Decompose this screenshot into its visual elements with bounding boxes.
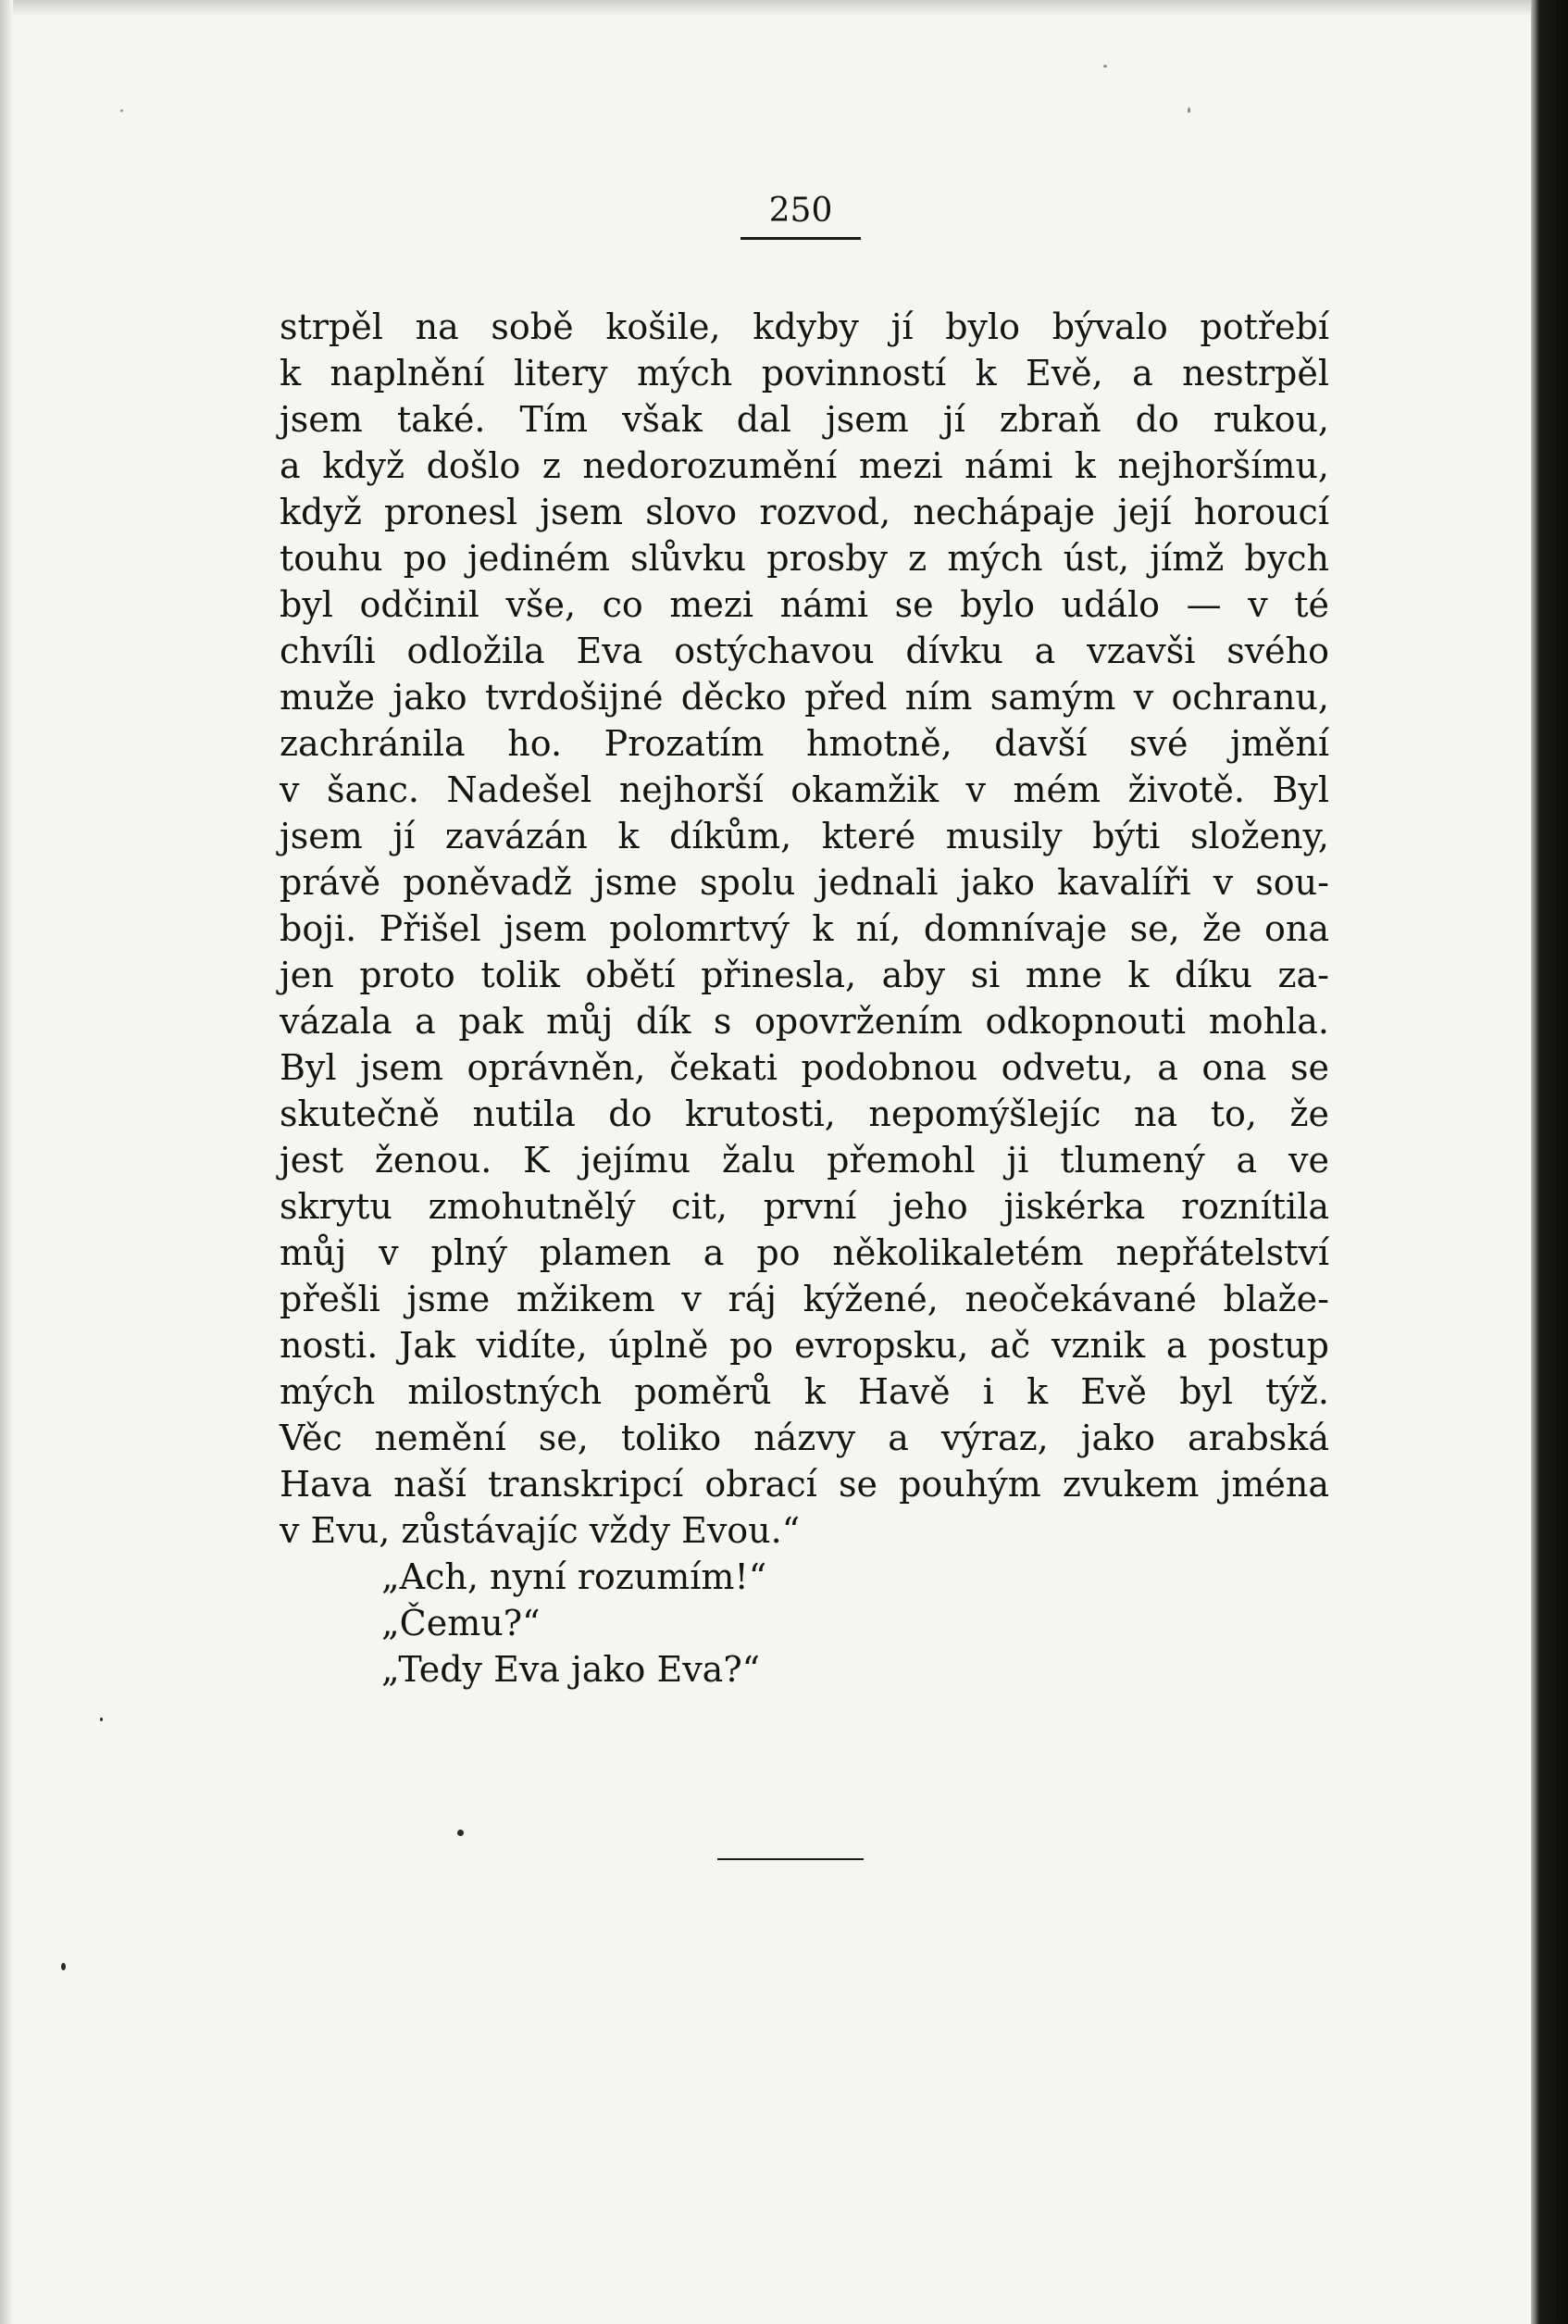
text-line: k naplnění litery mých povinností k Evě, a nestrpěl xyxy=(280,353,1329,394)
text-line: byl odčinil vše, co mezi námi se bylo událo — v té xyxy=(280,584,1329,625)
text-line: když pronesl jsem slovo rozvod, nechápaje její horoucí xyxy=(280,492,1329,532)
text-line: Věc nemění se, toliko názvy a výraz, jako arabská xyxy=(280,1418,1329,1458)
text-line: a když došlo z nedorozumění mezi námi k nejhoršímu, xyxy=(280,445,1329,486)
ink-speck xyxy=(120,109,123,112)
text-line: přešli jsme mžikem v ráj kýžené, neočekávané blaže- xyxy=(280,1279,1329,1319)
dialog-line: „Ach, nyní rozumím!“ xyxy=(381,1556,767,1597)
text-line: jest ženou. K jejímu žalu přemohl ji tlumený a ve xyxy=(280,1140,1329,1181)
ink-speck xyxy=(100,1718,103,1721)
section-end-rule xyxy=(717,1858,864,1860)
dialog-line: „Tedy Eva jako Eva?“ xyxy=(381,1649,761,1690)
body-text xyxy=(280,304,1329,1693)
text-line: mých milostných poměrů k Havě i k Evě byl týž. xyxy=(280,1371,1329,1412)
ink-speck xyxy=(61,1963,66,1970)
text-line: jsem jí zavázán k díkům, které musily býti složeny, xyxy=(280,816,1329,856)
page-number-rule xyxy=(740,237,861,240)
text-line: zachránila ho. Prozatím hmotně, davší své jmění xyxy=(280,723,1329,764)
text-line: nosti. Jak vidíte, úplně po evropsku, ač vznik a postup xyxy=(280,1325,1329,1366)
top-edge-shadow xyxy=(0,0,1531,17)
ink-speck xyxy=(457,1830,464,1836)
text-line: boji. Přišel jsem polomrtvý k ní, domnívaje se, že ona xyxy=(280,908,1329,949)
ink-speck xyxy=(1103,65,1107,68)
text-line: Byl jsem oprávněn, čekati podobnou odvetu, a ona se xyxy=(280,1047,1329,1088)
paragraph-last-line: v Evu, zůstávajíc vždy Evou.“ xyxy=(280,1510,801,1551)
text-line: právě poněvadž jsme spolu jednali jako kavalíři v sou- xyxy=(280,862,1329,903)
text-line: skrytu zmohutnělý cit, první jeho jiskérka roznítila xyxy=(280,1186,1329,1227)
text-line: můj v plný plamen a po několikaletém nepřátelství xyxy=(280,1232,1329,1273)
dialog-line: „Čemu?“ xyxy=(381,1603,541,1643)
text-line: chvíli odložila Eva ostýchavou dívku a vzavši svého xyxy=(280,631,1329,671)
text-line: muže jako tvrdošijné děcko před ním samým v ochranu, xyxy=(280,677,1329,718)
text-line: v šanc. Nadešel nejhorší okamžik v mém životě. Byl xyxy=(280,769,1329,810)
text-line: skutečně nutila do krutosti, nepomýšlejíc na to, že xyxy=(280,1093,1329,1134)
text-line: strpěl na sobě košile, kdyby jí bylo bývalo potřebí xyxy=(280,306,1329,347)
text-line: vázala a pak můj dík s opovržením odkopnouti mohla. xyxy=(280,1001,1329,1042)
page-number: 250 xyxy=(768,192,833,230)
ink-speck xyxy=(1188,107,1190,113)
text-line: jsem také. Tím však dal jsem jí zbraň do rukou, xyxy=(280,399,1329,440)
text-line: jen proto tolik obětí přinesla, aby si mne k díku za- xyxy=(280,955,1329,995)
text-line: Hava naší transkripcí obrací se pouhým zvukem jména xyxy=(280,1464,1329,1505)
binding-edge xyxy=(1531,0,1568,2324)
text-line: touhu po jediném slůvku prosby z mých úst, jímž bych xyxy=(280,538,1329,579)
left-edge-shadow xyxy=(0,0,13,2324)
